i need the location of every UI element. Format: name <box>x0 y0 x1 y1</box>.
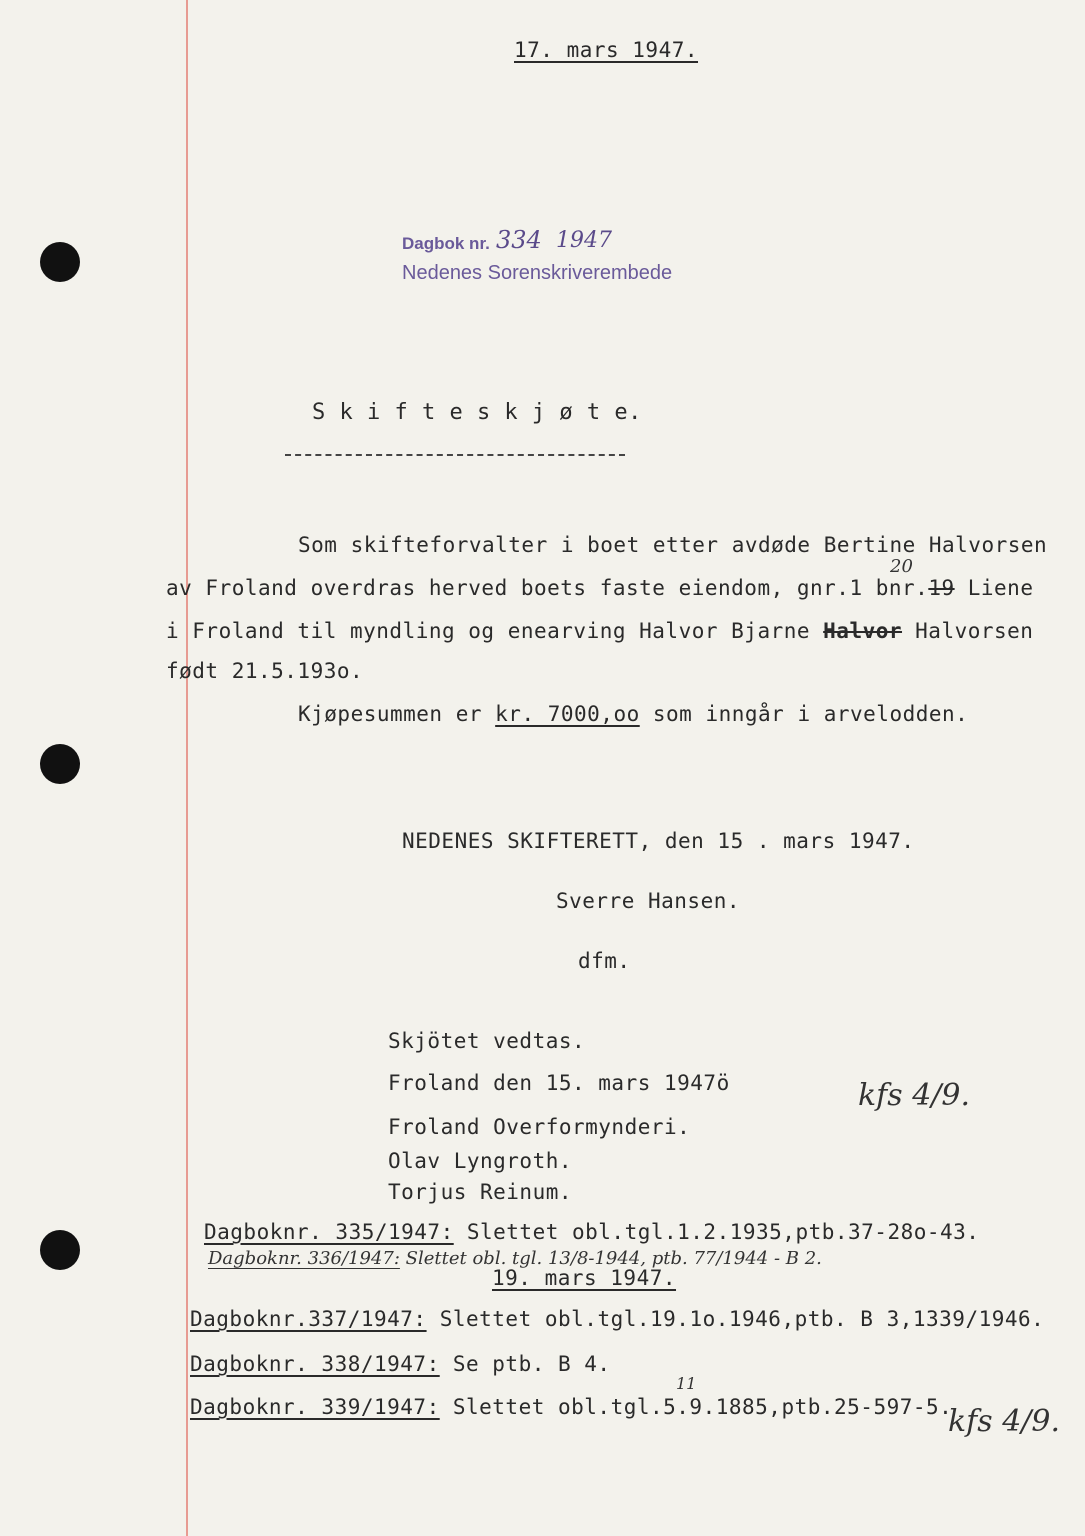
struck-word: Halvor <box>823 619 903 643</box>
bnr-struck: 19 <box>928 576 955 600</box>
approval-line-3: Froland Overformynderi. <box>388 1115 691 1139</box>
body-line-3-a: i Froland til myndling og enearving Halvor Bjarne <box>166 619 824 643</box>
header-date: 17. mars 1947. <box>514 38 699 62</box>
stamp-office: Nedenes Sorenskriverembede <box>402 262 673 284</box>
entry-text: Slettet obl.tgl.5.9.1885,ptb.25-597-5. <box>439 1395 953 1419</box>
entry-339 <box>190 1397 952 1418</box>
entry-ref: Dagboknr. 339/1947: <box>190 1395 440 1419</box>
entry-ref: Dagboknr.337/1947: <box>190 1307 427 1331</box>
body-line-2-end: Liene <box>954 576 1034 600</box>
title-rule <box>285 454 625 456</box>
punch-hole <box>40 242 80 282</box>
stamp-label: Dagbok nr. <box>402 234 490 253</box>
approval-line-2: Froland den 15. mars 1947ö <box>388 1071 730 1095</box>
entry-338 <box>190 1354 611 1375</box>
approval-line-1: Skjötet vedtas. <box>388 1029 586 1053</box>
entry-text: Se ptb. B 4. <box>439 1352 611 1376</box>
body-line-3 <box>166 621 1033 642</box>
entry-335 <box>204 1222 979 1243</box>
punch-hole <box>40 1230 80 1270</box>
document-title: S k i f t e s k j ø t e. <box>312 400 642 425</box>
body-line-2-text: av Froland overdras herved boets faste eiendom, gnr.1 bnr. <box>166 576 929 600</box>
punch-hole <box>40 744 80 784</box>
price-amount: kr. 7000,oo <box>495 702 640 726</box>
body-line-4: født 21.5.193o. <box>166 659 364 683</box>
price-suffix: som inngår i arvelodden. <box>639 702 969 726</box>
approval-line-4: Olav Lyngroth. <box>388 1149 573 1173</box>
price-line <box>298 704 968 725</box>
price-prefix: Kjøpesummen er <box>298 702 496 726</box>
approval-initials: kfs 4/9. <box>858 1078 971 1113</box>
court-place-date: NEDENES SKIFTERETT, den 15 . mars 1947. <box>402 829 915 853</box>
stamp-number: 334 <box>496 226 542 254</box>
court-abbr: dfm. <box>578 949 631 973</box>
entry-text: Slettet obl. tgl. 13/8-1944, ptb. 77/1944 - B 2. <box>399 1248 822 1269</box>
entry-ref: Dagboknr. 338/1947: <box>190 1352 440 1376</box>
body-line-2 <box>166 578 1033 599</box>
approval-line-5: Torjus Reinum. <box>388 1180 573 1204</box>
entry-date: 19. mars 1947. <box>492 1266 677 1290</box>
entry-text: Slettet obl.tgl.19.1o.1946,ptb. B 3,1339/1946. <box>426 1307 1045 1331</box>
entry-ref: Dagboknr. 336/1947: <box>208 1248 400 1269</box>
month-correction: 11 <box>676 1374 697 1393</box>
court-signer: Sverre Hansen. <box>556 889 741 913</box>
entry-ref: Dagboknr. 335/1947: <box>204 1220 454 1244</box>
final-initials: kfs 4/9. <box>948 1404 1061 1439</box>
body-line-3-b: Halvorsen <box>902 619 1034 643</box>
margin-line <box>186 0 188 1536</box>
body-line-1: Som skifteforvalter i boet etter avdøde Bertine Halvorsen <box>298 533 1048 557</box>
stamp-year: 1947 <box>556 228 612 253</box>
entry-text: Slettet obl.tgl.1.2.1935,ptb.37-28o-43. <box>453 1220 980 1244</box>
entry-337 <box>190 1309 1044 1330</box>
bnr-correction: 20 <box>890 556 913 577</box>
